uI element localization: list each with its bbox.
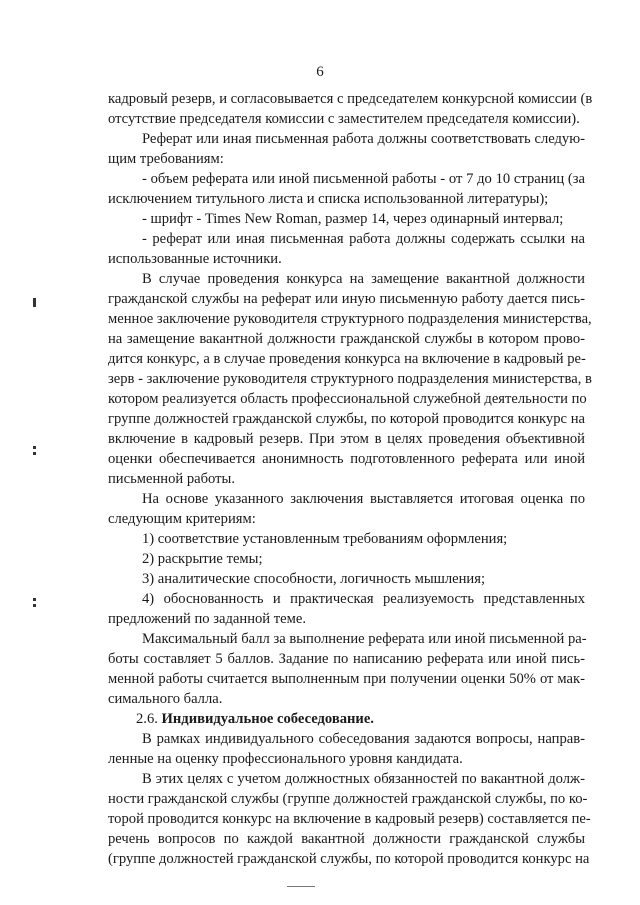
text-line-content: оценки обеспечивается анонимность подготовленного реферата или иной xyxy=(108,451,585,467)
text-line xyxy=(108,529,585,549)
text-line xyxy=(108,329,585,349)
text-line-content: В рамках индивидуального собеседования задаются вопросы, направ- xyxy=(142,731,585,747)
scan-mark-5 xyxy=(33,604,36,607)
text-line xyxy=(108,489,585,509)
text-line-content: менное заключение руководителя структурного подразделения министерства, xyxy=(108,311,592,327)
text-line-content: гражданской службы на реферат или иную письменную работу дается пись- xyxy=(108,291,585,307)
text-line xyxy=(108,189,585,209)
text-line-content: зерв - заключение руководителя структурного подразделения министерства, в xyxy=(108,371,592,387)
text-line-content: - объем реферата или иной письменной работы - от 7 до 10 страниц (за xyxy=(142,171,585,187)
text-line xyxy=(108,449,585,469)
text-line-content: кадровый резерв, и согласовывается с председателем конкурсной комиссии (в xyxy=(108,91,593,107)
scan-mark-1 xyxy=(33,298,36,307)
text-line-content: ленные на оценку профессионального уровня кандидата. xyxy=(108,751,463,767)
text-line xyxy=(108,269,585,289)
text-line-content: На основе указанного заключения выставляется итоговая оценка по xyxy=(142,491,585,507)
text-line xyxy=(108,709,585,729)
text-line xyxy=(108,749,585,769)
text-line-content: - реферат или иная письменная работа должны содержать ссылки на xyxy=(142,231,585,247)
text-line-content: Максимальный балл за выполнение реферата или иной письменной ра- xyxy=(142,631,587,647)
text-line xyxy=(108,789,588,809)
text-line xyxy=(108,369,592,389)
text-line xyxy=(108,609,585,629)
text-line-content: группе должностей гражданской службы, по которой проводится конкурс на xyxy=(108,411,585,427)
text-line-content: В этих целях с учетом должностных обязанностей по вакантной долж- xyxy=(142,771,585,787)
text-line xyxy=(108,849,590,869)
text-line xyxy=(108,149,585,169)
text-line xyxy=(108,469,585,489)
text-line xyxy=(108,289,585,309)
text-line-content: 3) аналитические способности, логичность мышления; xyxy=(142,571,486,587)
text-line xyxy=(108,809,591,829)
text-line xyxy=(108,549,585,569)
text-line xyxy=(108,509,585,529)
text-line xyxy=(108,669,585,689)
text-line xyxy=(108,629,585,649)
section-heading: Индивидуальное собеседование. xyxy=(161,711,374,727)
text-line xyxy=(108,309,592,329)
text-line-content: щим требованиям: xyxy=(108,151,224,167)
text-line xyxy=(108,249,585,269)
text-line-content: Реферат или иная письменная работа должны соответствовать следую- xyxy=(142,131,585,147)
text-line-content: отсутствие председателя комиссии с заместителем председателя комиссии). xyxy=(108,111,580,127)
text-line xyxy=(108,389,585,409)
text-line xyxy=(108,89,593,109)
text-line-content: использованные источники. xyxy=(108,251,282,267)
text-line-content: включение в кадровый резерв. При этом в целях проведения объективной xyxy=(108,431,585,447)
page-number: 6 xyxy=(316,64,324,80)
text-line-content: на замещение вакантной должности гражданской службы в котором прово- xyxy=(108,331,585,347)
text-line xyxy=(108,209,585,229)
text-line-content: (группе должностей гражданской службы, по которой проводится конкурс на xyxy=(108,851,590,867)
scan-mark-2 xyxy=(33,446,36,449)
text-line xyxy=(108,429,585,449)
text-line-content: котором реализуется область профессиональной служебной деятельности по xyxy=(108,391,587,407)
text-line-content: 2.6. xyxy=(136,711,162,727)
text-line xyxy=(108,649,585,669)
document-body xyxy=(108,89,593,869)
text-line xyxy=(108,589,585,609)
text-line xyxy=(108,409,585,429)
text-line-content: дится конкурс, а в случае проведения конкурса на включение в кадровый ре- xyxy=(108,351,586,367)
text-line-content: - шрифт - Times New Roman, размер 14, через одинарный интервал; xyxy=(142,211,564,227)
footer-dash xyxy=(287,886,315,887)
text-line xyxy=(108,349,585,369)
text-line-content: торой проводится конкурс на включение в кадровый резерв) составляется пе- xyxy=(108,811,591,827)
text-line xyxy=(108,829,585,849)
text-line-content: 1) соответствие установленным требованиям оформления; xyxy=(142,531,508,547)
scan-mark-4 xyxy=(33,598,36,601)
text-line-content: речень вопросов по каждой вакантной должности гражданской службы xyxy=(108,831,585,847)
text-line-content: боты составляет 5 баллов. Задание по написанию реферата или иной пись- xyxy=(108,651,585,667)
text-line xyxy=(108,769,585,789)
text-line-content: симального балла. xyxy=(108,691,223,707)
text-line-content: 4) обоснованность и практическая реализуемость представленных xyxy=(142,591,585,607)
text-line xyxy=(108,689,585,709)
text-line xyxy=(108,129,585,149)
text-line-content: менной работы считается выполненным при получении оценки 50% от мак- xyxy=(108,671,585,687)
text-line-content: В случае проведения конкурса на замещение вакантной должности xyxy=(142,271,585,287)
text-line-content: исключением титульного листа и списка использованной литературы); xyxy=(108,191,549,207)
text-line xyxy=(108,729,585,749)
text-line xyxy=(108,109,585,129)
text-line-content: предложений по заданной теме. xyxy=(108,611,306,627)
text-line-content: письменной работы. xyxy=(108,471,235,487)
text-line-content: 2) раскрытие темы; xyxy=(142,551,263,567)
text-line xyxy=(108,229,585,249)
text-line xyxy=(108,569,585,589)
scan-mark-3 xyxy=(33,452,36,455)
text-line-content: следующим критериям: xyxy=(108,511,256,527)
text-line-content: ности гражданской службы (группе должностей гражданской службы, по ко- xyxy=(108,791,588,807)
text-line xyxy=(108,169,585,189)
